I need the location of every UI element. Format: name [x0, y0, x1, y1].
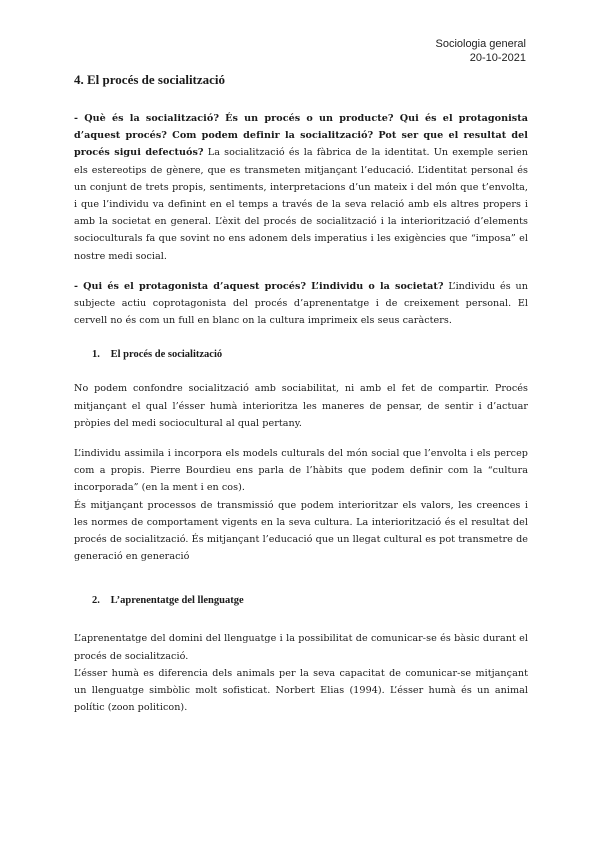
intro-paragraph: [74, 110, 528, 265]
section1-paragraph-2: L’individu assimila i incorpora els models culturals del món social que l’envolta i els percep com a propis. Pierre Bourdieu ens parla de l’hàbits que podem definir com la “cultura incorporada” (en la ment i en cos).: [74, 448, 528, 494]
section-title: El procés de socialització: [110, 349, 223, 361]
section-heading-1: [92, 349, 528, 360]
section1-paragraph-3: És mitjançant processos de transmissió que podem interioritzar els valors, les creences i les normes de comportament vigents en la seva cultura. La interiorització és el resultat del procés de socialització. És mitjançant l’educació que un llegat cultural es pot transmetre de generació en generació: [74, 499, 528, 563]
intro-questions: - Què és la socialització? És un procés o un producte? Qui és el protagonista d’aquest procés? Com podem definir la socialització? Pot ser que el resultat del procés sigui defectuós?: [74, 113, 528, 159]
document-body: [74, 72, 528, 729]
intro-text: La socialització és la fàbrica de la identitat. Un exemple serien els estereotips de gènere, que es transmeten mitjançant l’educació. L’identitat personal és un conjunt de trets propis, sentiments, interpretacions d’un mateix i del món que t’envolta, i que l’individu va definint en el temps a través de la seva relació amb els altres propers i amb la societat en general. L’èxit del procés de socialització i la interiorització d’elements socioculturals fa que sovint no ens adonem dels imperatius i les exigències que “imposa” el nostre medi social.: [74, 147, 528, 262]
page-title: 4. El procés de socialització: [74, 72, 226, 87]
protagonist-paragraph: [74, 278, 528, 330]
section-heading-2: [92, 595, 528, 606]
page-header: [435, 37, 526, 65]
document-date: 20-10-2021: [469, 52, 526, 64]
section2-paragraph-2: L’ésser humà es diferencia dels animals per la seva capacitat de comunicar-se mitjançant un llenguatge simbòlic molt sofisticat. Norbert Elias (1994). L’ésser humà és un animal polític (zoon politicon).: [74, 667, 528, 714]
section-number: 2.: [92, 595, 100, 607]
section2-paragraph-1: L’aprenentatge del domini del llenguatge i la possibilitat de comunicar-se és bàsic durant el procés de socialització.: [74, 633, 528, 662]
protagonist-questions: - Qui és el protagonista d’aquest procés? L’individu o la societat?: [74, 280, 444, 292]
course-name: Sociologia general: [435, 38, 526, 50]
section-number: 1.: [92, 349, 100, 361]
section-title: L’aprenentatge del llenguatge: [110, 595, 244, 607]
section1-paragraph-1: No podem confondre socialització amb sociabilitat, ni amb el fet de compartir. Procés mitjançant el qual l’ésser humà interioritza les maneres de pensar, de sentir i d’actuar pròpies del medi sociocultural al qual pertany.: [74, 383, 528, 429]
protagonist-text: L’individu és un subjecte actiu coprotagonista del procés d’aprenentatge i de creixement personal. El cervell no és com un full en blanc on la cultura imprimeix els seus caràcters.: [74, 280, 528, 327]
